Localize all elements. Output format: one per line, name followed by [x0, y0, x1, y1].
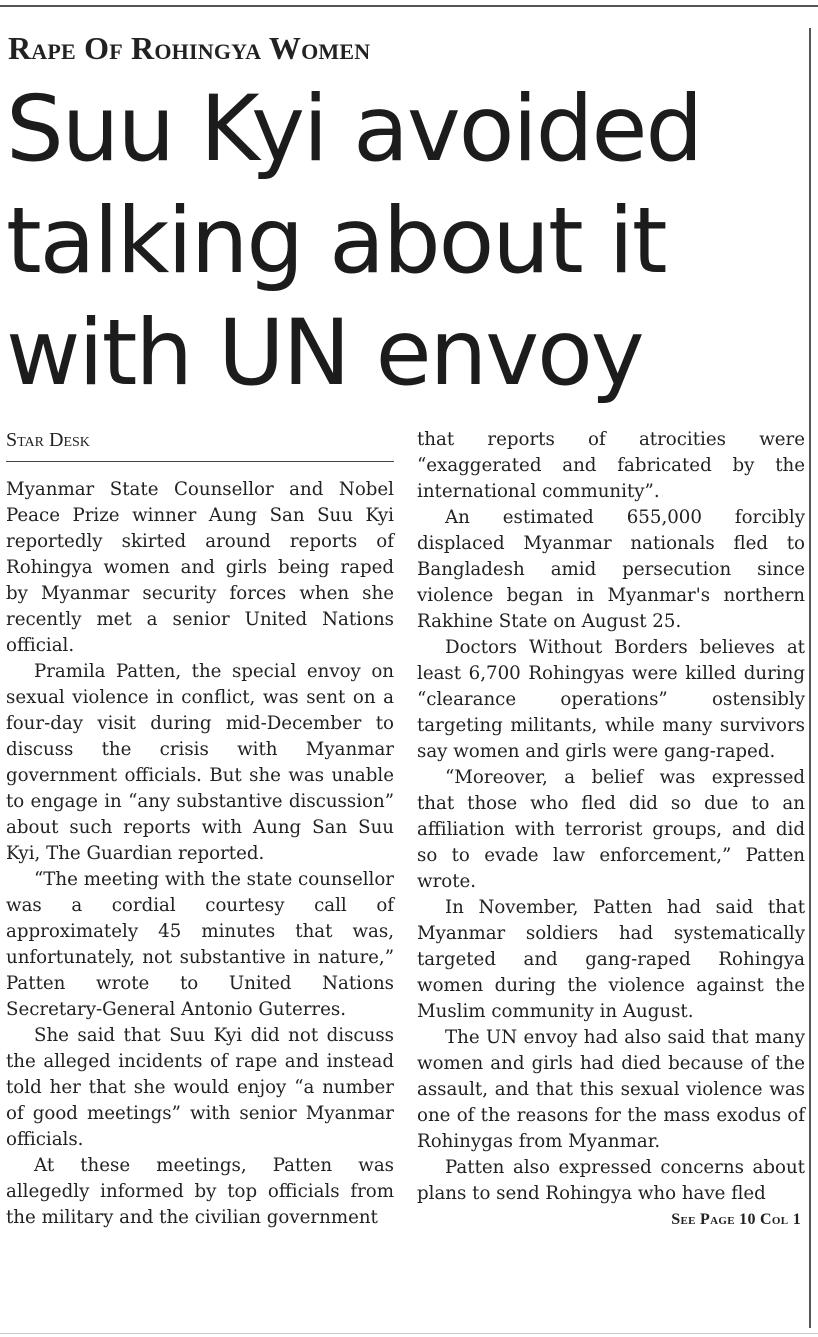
- article-paragraph: Doctors Without Borders believes at least 6,700 Rohingyas were killed during “clearance operations” ostensibly targeting militants, while many survivors say women and girls were gang-raped.: [417, 637, 805, 762]
- bottom-rule: [0, 1333, 818, 1334]
- article-paragraph: that reports of atrocities were “exaggerated and fabricated by the international community”.: [417, 429, 805, 502]
- article-kicker: Rape Of Rohingya Women: [8, 30, 371, 66]
- article-paragraph: “Moreover, a belief was expressed that those who fled did so due to an affiliation with terrorist groups, and did so to evade law enforcement,” Patten wrote.: [417, 767, 805, 892]
- article-headline: Suu Kyi avoided talking about it with UN envoy: [6, 77, 702, 406]
- byline: Star Desk: [6, 427, 394, 462]
- article-paragraph: She said that Suu Kyi did not discuss the alleged incidents of rape and instead told her that she would enjoy “a number of good meetings” with senior Myanmar officials.: [6, 1025, 394, 1150]
- article-paragraph: At these meetings, Patten was allegedly informed by top officials from the military and the civilian government: [6, 1155, 394, 1228]
- article-paragraph: Pramila Patten, the special envoy on sexual violence in conflict, was sent on a four-day visit during mid-December to discuss the crisis with Myanmar government officials. But she was unable to engage in “any substantive discussion” about such reports with Aung San Suu Kyi, The Guardian reported.: [6, 661, 394, 864]
- article-paragraph: Patten also expressed concerns about plans to send Rohingya who have fled: [417, 1157, 805, 1204]
- article-paragraph: Myanmar State Counsellor and Nobel Peace Prize winner Aung San Suu Kyi reportedly skirted around reports of Rohingya women and girls being raped by Myanmar security forces when she recently met a senior United Nations official.: [6, 479, 394, 656]
- article-column-left: [6, 427, 394, 1231]
- continuation-jump-line: See Page 10 Col 1: [671, 1211, 801, 1228]
- column-rule-right: [809, 28, 811, 1328]
- article-paragraph: An estimated 655,000 forcibly displaced Myanmar nationals fled to Bangladesh amid persecution since violence began in Myanmar's northern Rakhine State on August 25.: [417, 507, 805, 632]
- article-paragraph: In November, Patten had said that Myanmar soldiers had systematically targeted and gang-raped Rohingya women during the violence against the Muslim community in August.: [417, 897, 805, 1022]
- top-rule: [0, 5, 818, 7]
- article-paragraph: “The meeting with the state counsellor was a cordial courtesy call of approximately 45 minutes that was, unfortunately, not substantive in nature,” Patten wrote to United Nations Secretary-General Antonio Guterres.: [6, 869, 394, 1020]
- article-paragraph: The UN envoy had also said that many women and girls had died because of the assault, and that this sexual violence was one of the reasons for the mass exodus of Rohinygas from Myanmar.: [417, 1027, 805, 1152]
- article-column-right: [417, 427, 805, 1233]
